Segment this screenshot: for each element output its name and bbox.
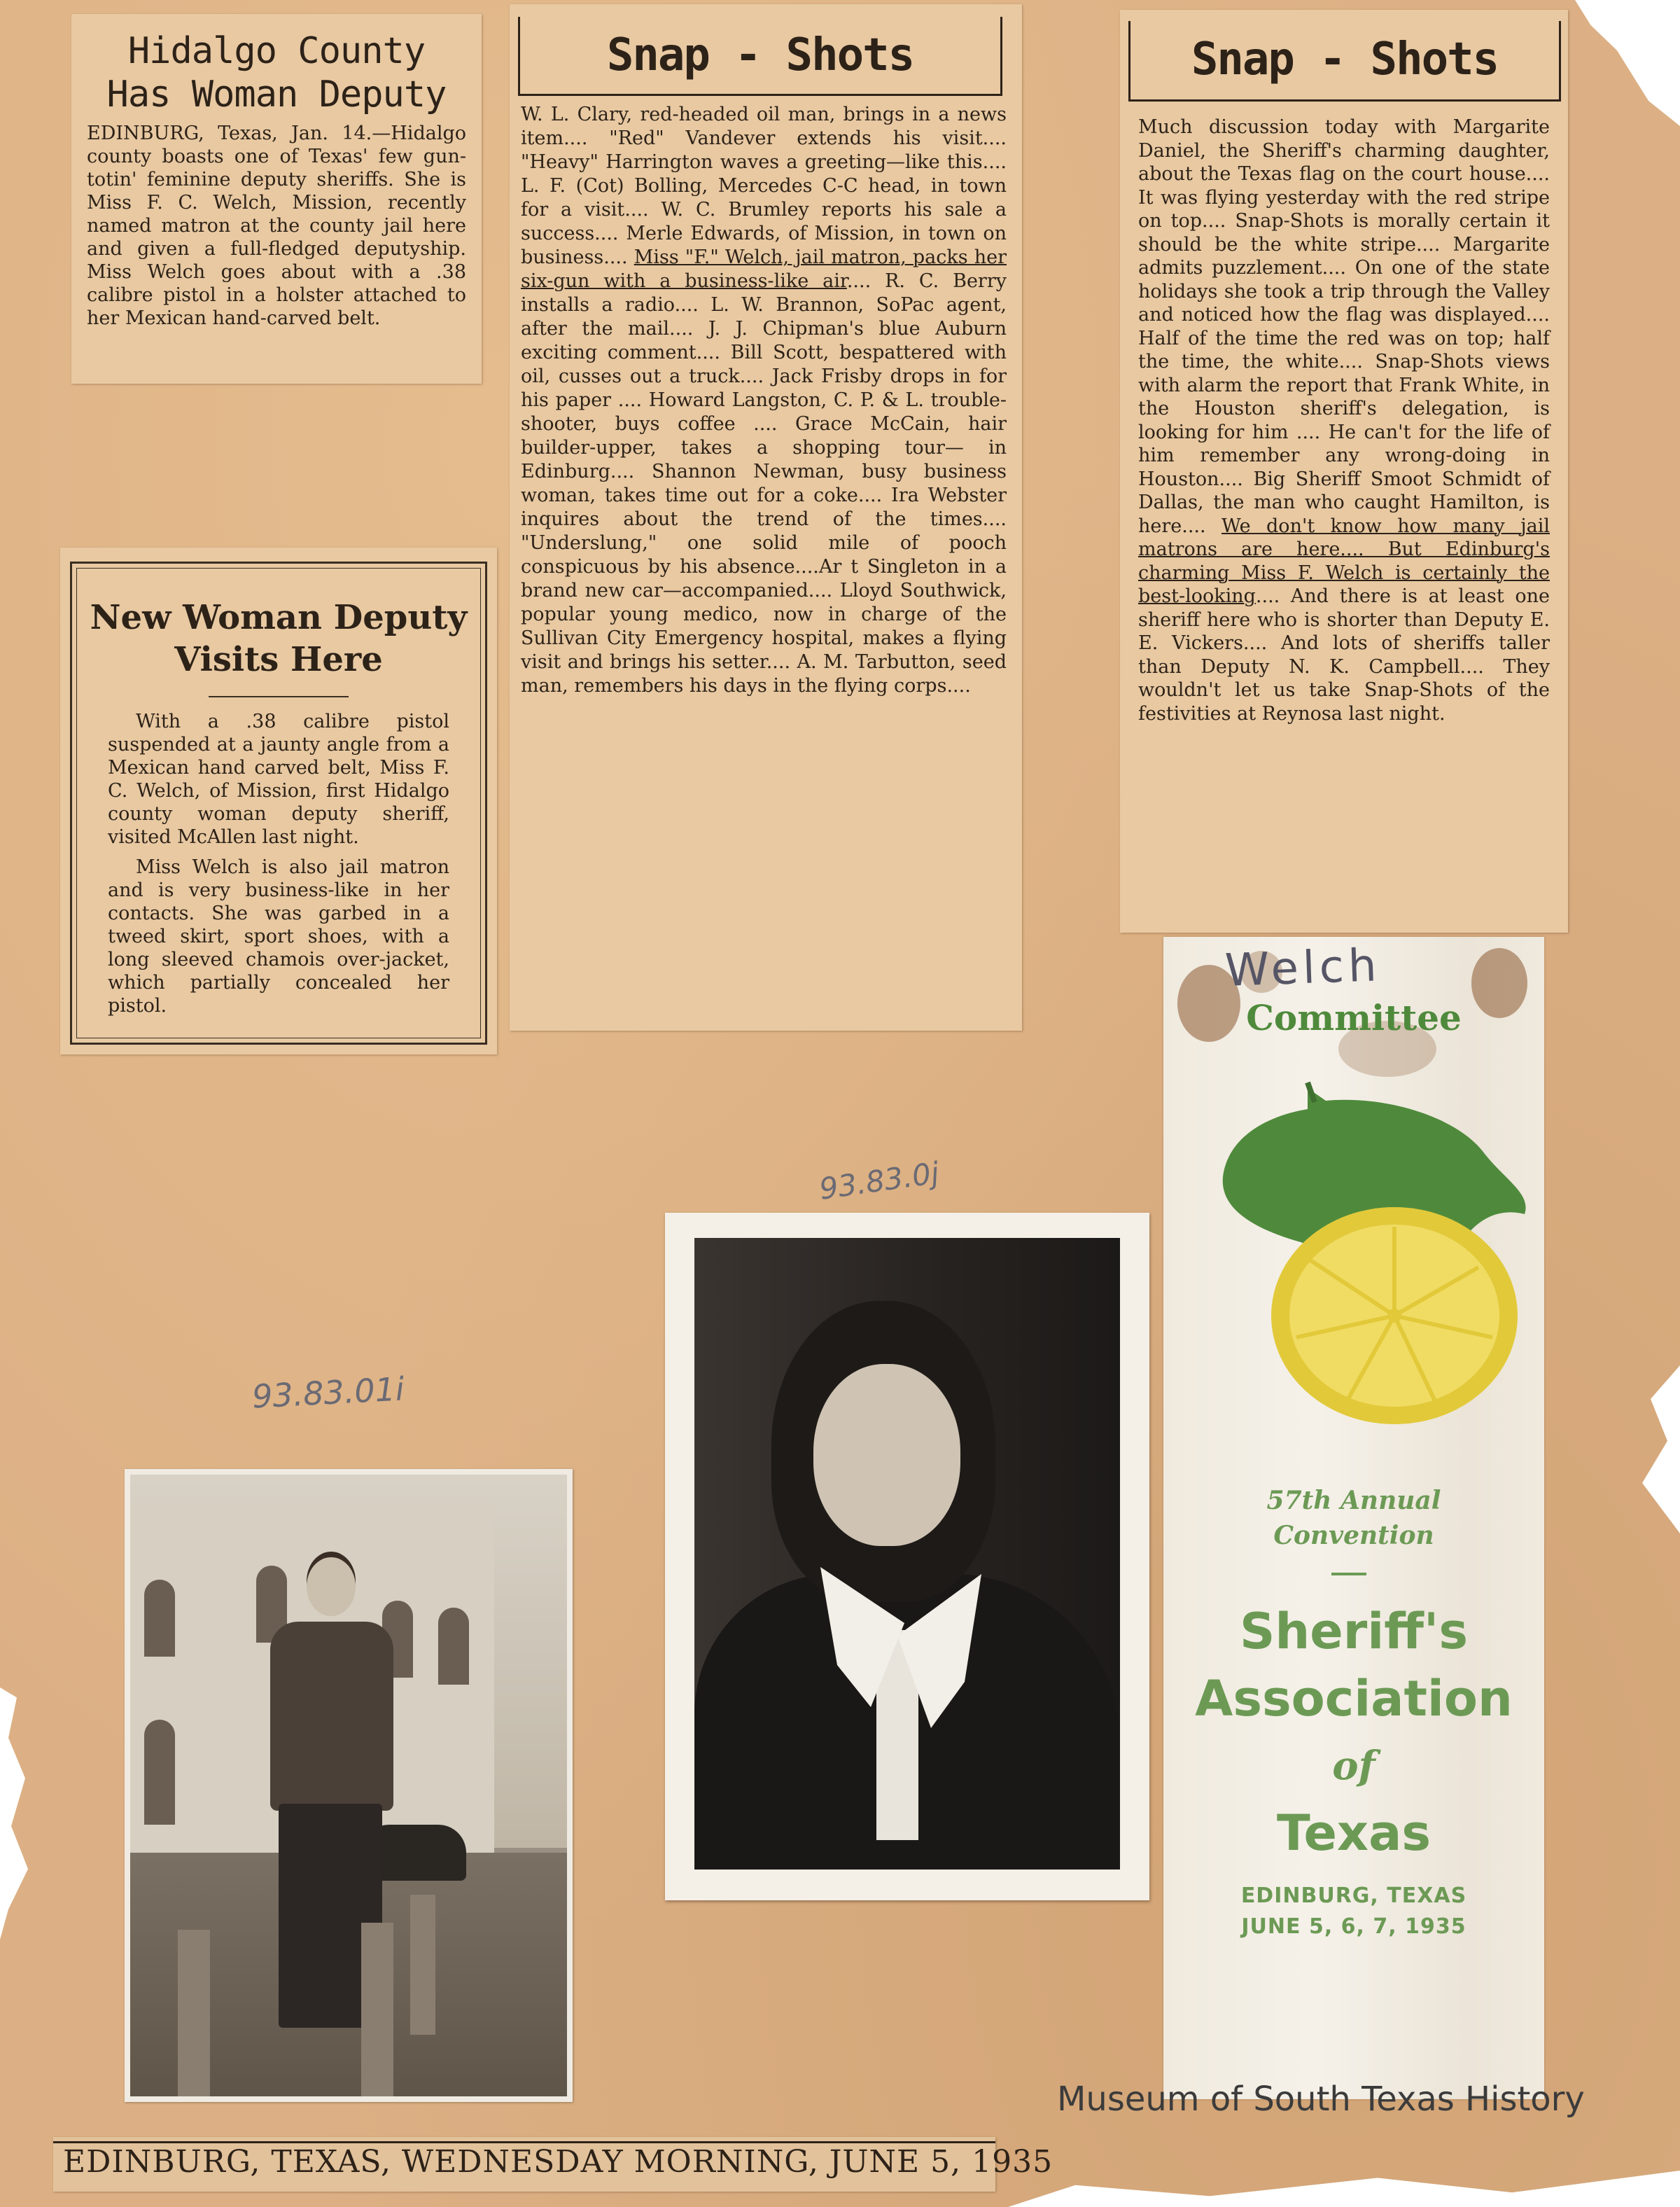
association-line: Sheriff's xyxy=(1239,1603,1469,1660)
clipping-inner-border xyxy=(76,568,481,1038)
convention-ribbon xyxy=(1163,937,1544,2099)
photo-image xyxy=(130,1475,567,2096)
body-text: .... R. C. Berry installs a radio.... L. W. Brannon, SoPac agent, after the mail.... J. J. Chipman's blue Auburn exciting comment.... Bill Scott, bespattered with oil, cusses out a truck.... Jack Frisby drops in for his paper .... Howard Langston, C. P. & L. trouble-shooter, buys coffee .... Grace McCain, hair builder-upper, takes a shopping tour— in Edinburg.... Shannon Newman, busy business woman, takes time out for a coke.... Ira Webster inquires about the trend of the times.... "Underslung," one solid mile of pooch conspicuous by his absence....Ar t Singleton in a brand new car—accompanied.... Lloyd Southwick, popular young medico, now in charge of the Sullivan City Emergency hospital, makes a flying visit and brings his setter.... A. M. Tarbutton, seed man, remembers his days in the flying corps.... xyxy=(521,270,1007,697)
clipping-body xyxy=(77,710,480,1017)
clipping-body xyxy=(1120,102,1568,725)
torn-edge xyxy=(1575,0,1680,126)
association-line: Texas xyxy=(1277,1804,1431,1862)
paragraph: Miss Welch is also jail matron and is very business-like in her contacts. She was garbed in a tweed skirt, sport shoes, with a long sleeved chamois over-jacket, which partially concealed her pistol. xyxy=(108,856,449,1017)
newspaper-dateline xyxy=(53,2137,1054,2192)
convention-place-date xyxy=(1163,1881,1544,1942)
headline-line-1: Hidalgo County xyxy=(127,30,426,72)
dateline-text: EDINBURG, TEXAS, WEDNESDAY MORNING, JUNE 5, 1935 xyxy=(63,2144,1054,2180)
wooden-post xyxy=(361,1923,393,2096)
catalog-number-note: 93.83.01i xyxy=(251,1370,405,1416)
clipping-snapshots-column-2 xyxy=(1120,10,1568,933)
clipping-headline-box xyxy=(518,17,1002,96)
clipping-headline xyxy=(71,14,482,116)
place-line: EDINBURG, TEXAS xyxy=(1240,1884,1467,1908)
woman-head xyxy=(307,1557,356,1616)
headline-line-2: Has Woman Deputy xyxy=(106,74,447,116)
torn-edge xyxy=(1638,1365,1680,1533)
clipping-new-woman-deputy xyxy=(60,548,497,1054)
museum-watermark: Museum of South Texas History xyxy=(1057,2080,1585,2119)
underlined-text: We don't know how many jail matrons are here.... But Edinburg's charming Miss F. Welch is certainly the best-looking xyxy=(1138,515,1550,607)
building-arch xyxy=(144,1580,175,1657)
clipping-headline: New Woman Deputy Visits Here xyxy=(90,598,468,679)
association-line: Association xyxy=(1195,1670,1513,1727)
convention-line: 57th Annual xyxy=(1266,1486,1441,1515)
clipping-border xyxy=(70,562,487,1045)
catalog-number-note: 93.83.0j xyxy=(817,1155,941,1206)
woman-blouse xyxy=(270,1622,393,1811)
building-arch xyxy=(144,1720,175,1825)
photo-portrait xyxy=(665,1213,1149,1900)
convention-line: Convention xyxy=(1273,1521,1434,1550)
photo-woman-standing xyxy=(125,1469,573,2102)
association-title xyxy=(1163,1598,1544,1867)
convention-label xyxy=(1163,1483,1544,1553)
body-text: W. L. Clary, red-headed oil man, brings in a news item.... "Red" Vandever extends his visit.... "Heavy" Harrington waves a greeting—like this.... L. F. (Cot) Bolling, Mercedes C-C head, in town for a visit.... W. C. Brumley reports his sale a success.... Merle Edwards, of Mission, in town on business.... xyxy=(521,104,1007,268)
clipping-body xyxy=(510,96,1022,698)
divider xyxy=(1331,1573,1366,1575)
clipping-headline: Snap - Shots xyxy=(1191,34,1499,85)
ribbon-committee: Committee xyxy=(1246,997,1462,1038)
lemon-icon xyxy=(1268,1204,1520,1427)
building-arch xyxy=(438,1608,469,1685)
rule xyxy=(53,2141,995,2143)
clipping-body: EDINBURG, Texas, Jan. 14.—Hidalgo county boasts one of Texas' few gun-totin' feminine deputy sheriffs. She is Miss F. C. Welch, Mission, recently named matron at the county jail here and given a full-fledged deputyship. Miss Welch goes about with a .38 calibre pistol in a holster attached to her Mexican hand-carved belt. xyxy=(87,123,466,329)
association-line: of xyxy=(1332,1743,1376,1789)
clipping-headline: Snap - Shots xyxy=(606,29,914,81)
photo-image xyxy=(694,1238,1120,1870)
wooden-post xyxy=(410,1895,435,2035)
torn-edge xyxy=(0,1687,28,1940)
portrait-face xyxy=(813,1364,960,1546)
paragraph: With a .38 calibre pistol suspended at a jaunty angle from a Mexican hand carved belt, Miss F. C. Welch, of Mission, first Hidalgo county woman deputy sheriff, visited McAllen last night. xyxy=(108,711,449,848)
clipping-hidalgo-county xyxy=(71,14,482,384)
date-line: JUNE 5, 6, 7, 1935 xyxy=(1241,1914,1466,1939)
body-text: .... And there is at least one sheriff here who is shorter than Deputy E. E. Vickers.... And lots of sheriffs taller than Deputy N. K. Campbell.... They wouldn't let us take Snap-Shots of the festivities at Reynosa last night. xyxy=(1138,585,1550,725)
clipping-snapshots-column-1 xyxy=(510,4,1022,1031)
clipping-headline-box xyxy=(1128,21,1561,102)
underlined-text: Miss "F." Welch, jail matron, packs her six-gun with a business-like air xyxy=(521,246,1007,292)
torn-edge xyxy=(1008,2171,1680,2207)
divider xyxy=(209,696,349,697)
body-text: Much discussion today with Margarite Daniel, the Sheriff's charming daughter, about the Texas flag on the court house.... It was flying yesterday with the red stripe on top.... Snap-Shots is morally certain it should be the white stripe.... Margarite admits puzzlement.... On one of the state holidays she took a trip through the Valley and noticed how the flag was displayed.... Half of the time the red was on top; half the time, the white.... Snap-Shots views with alarm the report that Frank White, in the Houston sheriff's delegation, is looking for him .... He can't for the life of him remember any wrong-doing in Houston.... Big Sheriff Smoot Schmidt of Dallas, the man who caught Hamilton, is here.... xyxy=(1138,116,1550,537)
handwritten-name: Welch xyxy=(1224,940,1382,997)
wooden-post xyxy=(178,1930,210,2096)
